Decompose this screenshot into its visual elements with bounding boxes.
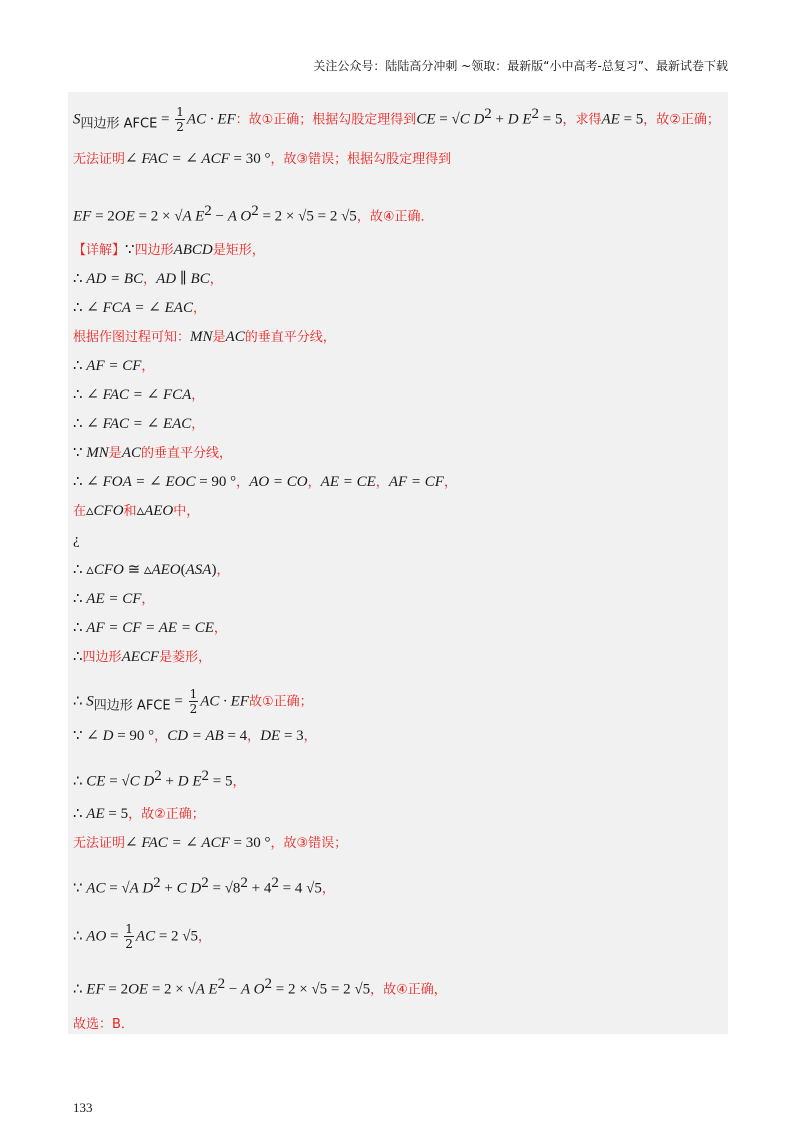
superscript: 2 <box>201 875 209 891</box>
math-text: AEO <box>144 503 174 519</box>
math-symbol: ∴ <box>73 591 87 607</box>
math-text: AF = CF = AE = CE <box>86 620 214 636</box>
math-symbol: = √ <box>105 773 130 790</box>
math-text: ASA <box>185 562 212 578</box>
explanation-text: ， <box>232 774 246 790</box>
math-symbol: ∴ <box>73 928 87 945</box>
explanation-text: 【详解】 <box>73 243 126 258</box>
fraction-denominator: 2 <box>125 937 133 951</box>
explanation-text: ， <box>154 729 168 744</box>
math-symbol: ∴ <box>73 387 87 403</box>
solution-line <box>73 619 227 638</box>
solution-line <box>73 105 720 134</box>
math-symbol: = 90 ° <box>195 474 237 490</box>
math-text: CE <box>86 773 106 790</box>
math-text: A E <box>182 208 205 225</box>
explanation-text: ：故①正确；根据勾股定理得到 <box>235 112 417 128</box>
math-text: AECF <box>121 649 160 665</box>
explanation-text: ， <box>307 475 321 490</box>
math-text: AE = CE <box>320 474 376 490</box>
math-symbol: ∵ <box>73 880 87 897</box>
math-symbol: ∴ <box>73 773 87 790</box>
fraction <box>124 922 134 951</box>
math-text: AC <box>86 880 106 897</box>
math-text: A O <box>241 981 265 998</box>
solution-line <box>73 561 229 580</box>
explanation-text: ，故④正确， <box>370 982 447 998</box>
math-symbol: + 4 <box>247 880 272 897</box>
explanation-text: ，故③错误；根据勾股定理得到 <box>270 152 452 167</box>
math-text: C D <box>129 773 155 790</box>
math-symbol: ▵ <box>136 503 145 519</box>
math-text: A D <box>129 880 154 897</box>
solution-line <box>73 328 336 347</box>
fraction-numerator: 1 <box>189 687 198 701</box>
math-symbol: = 2 × √5 = 2 √5 <box>272 981 371 998</box>
superscript: 2 <box>240 875 248 891</box>
math-symbol: = 2 × √ <box>148 981 196 998</box>
math-text: EF <box>73 208 92 225</box>
math-symbol: ▵ <box>86 503 94 519</box>
math-symbol: ∵ <box>73 445 87 461</box>
math-text: AEO <box>151 562 181 578</box>
math-symbol: ∴ <box>73 416 87 432</box>
math-text: AC <box>225 329 245 345</box>
math-symbol: ) <box>211 562 217 578</box>
math-text: AO <box>86 928 107 945</box>
solution-line <box>73 357 154 376</box>
explanation-text: 的垂直平分线， <box>244 330 336 345</box>
math-symbol: ∵ <box>125 242 135 258</box>
math-symbol: = 5 <box>208 773 233 790</box>
math-text: C D <box>459 111 485 128</box>
explanation-text: ， <box>191 388 205 403</box>
math-text: AE <box>86 806 105 822</box>
math-symbol: ∵ <box>73 728 87 744</box>
math-symbol: ∴ <box>73 358 87 374</box>
superscript: 2 <box>204 203 212 219</box>
fraction <box>189 687 199 716</box>
math-symbol: + <box>160 880 177 897</box>
explanation-text: ， <box>209 272 223 287</box>
solution-line <box>73 975 447 1000</box>
explanation-text: 和 <box>123 504 137 519</box>
solution-line <box>73 202 433 227</box>
math-text: CFO <box>93 562 124 578</box>
subscript: 四边形 AFCE <box>93 698 171 714</box>
explanation-text: 四边形 <box>134 243 174 258</box>
math-text: AE <box>601 111 620 128</box>
solution-line <box>73 922 211 951</box>
explanation-text: ， <box>216 563 230 578</box>
explanation-text: ， <box>321 881 335 897</box>
math-symbol: ∴ <box>73 620 87 636</box>
solution-line <box>73 299 206 318</box>
explanation-text: ， <box>198 929 212 945</box>
explanation-text: 故①正确； <box>248 694 313 710</box>
solution-line <box>73 270 223 289</box>
math-text: MN <box>86 445 109 461</box>
math-symbol: = √ <box>105 880 130 897</box>
math-symbol: = 5 <box>104 806 129 822</box>
explanation-text: 无法证明 <box>73 152 126 167</box>
math-text: ∠ FOA = ∠ EOC <box>86 474 196 490</box>
math-text: A O <box>227 208 252 225</box>
math-symbol: ¿ <box>73 532 80 548</box>
explanation-text: 是菱形， <box>159 650 212 665</box>
math-symbol: ( <box>180 562 186 578</box>
page-header: 关注公众号：陆陆高分冲刺 ~领取：最新版“小中高考-总复习”、最新试卷下载 <box>313 59 728 73</box>
math-text: AF = CF <box>86 358 142 374</box>
math-symbol: = 30 ° <box>229 151 271 167</box>
fraction-denominator: 2 <box>189 702 198 716</box>
superscript: 2 <box>153 875 161 891</box>
explanation-text: ， <box>236 475 250 490</box>
math-symbol: = <box>106 928 123 945</box>
math-symbol: − <box>225 981 242 998</box>
superscript: 2 <box>484 106 492 122</box>
solution-line <box>73 531 80 549</box>
math-symbol: ∴ <box>73 474 87 490</box>
fraction <box>175 105 185 134</box>
solution-line <box>73 473 457 492</box>
explanation-text: 故选：B． <box>73 1017 134 1032</box>
math-symbol: = 5 <box>619 111 644 128</box>
solution-line <box>73 502 199 521</box>
explanation-text: ，故②正确； <box>643 112 720 128</box>
superscript: 2 <box>154 768 162 784</box>
explanation-text: 在 <box>73 504 87 519</box>
math-symbol: ∴ <box>73 693 87 710</box>
math-symbol: ∴ <box>73 806 87 822</box>
math-text: S <box>73 111 81 128</box>
math-symbol: = 30 ° <box>229 835 271 851</box>
explanation-text: 是矩形， <box>212 243 265 258</box>
explanation-text: 四边形 <box>82 650 122 665</box>
math-text: AE = CF <box>86 591 142 607</box>
solution-line <box>73 805 205 824</box>
math-text: ∠ FAC = ∠ ACF <box>125 151 230 167</box>
math-text: CD = AB <box>167 728 224 744</box>
math-symbol: + <box>161 773 178 790</box>
math-text: ∠ FAC = ∠ FCA <box>86 387 192 403</box>
math-text: D E <box>177 773 202 790</box>
math-symbol: = 4 √5 <box>278 880 322 897</box>
math-symbol: = 3 <box>280 728 304 744</box>
explanation-text: 根据作图过程可知： <box>73 330 191 345</box>
solution-line <box>73 590 154 609</box>
math-text: EF <box>86 981 105 998</box>
solution-line <box>73 648 211 667</box>
math-symbol: ≅ ▵ <box>123 562 152 578</box>
math-text: AC <box>135 928 156 945</box>
math-text: A E <box>195 981 218 998</box>
explanation-text: ， <box>443 475 457 490</box>
math-symbol: ∴ <box>73 981 87 998</box>
fraction-numerator: 1 <box>176 105 184 120</box>
explanation-text: 中， <box>173 504 200 519</box>
math-text: AF = CF <box>388 474 444 490</box>
math-symbol: = √8 <box>208 880 241 897</box>
subscript: 四边形 AFCE <box>80 116 158 132</box>
math-text: DE <box>260 728 281 744</box>
math-symbol: = <box>157 111 174 128</box>
explanation-text: 是 <box>108 446 122 461</box>
math-symbol: − <box>211 208 228 225</box>
math-text: C D <box>176 880 202 897</box>
explanation-text: 无法证明 <box>73 836 126 851</box>
math-text: ∠ D <box>86 728 114 744</box>
math-symbol: = 2 × √5 = 2 √5 <box>258 208 357 225</box>
math-text: D E <box>507 111 532 128</box>
math-symbol: = 90 ° <box>113 728 155 744</box>
explanation-text: 的垂直平分线， <box>140 446 232 461</box>
math-text: AD ∥ BC <box>156 271 210 287</box>
math-text: ∠ FAC = ∠ EAC <box>86 416 192 432</box>
solution-line <box>73 415 204 434</box>
math-text: OE <box>114 208 135 225</box>
solution-line <box>73 687 313 716</box>
math-text: AC · EF <box>186 111 236 128</box>
math-symbol: ∴ <box>73 271 87 287</box>
math-symbol: = √ <box>435 111 460 128</box>
superscript: 2 <box>271 875 279 891</box>
page-number: 133 <box>73 1100 93 1115</box>
math-text: AC · EF <box>200 693 249 710</box>
explanation-text: ， <box>141 359 155 374</box>
explanation-text: ， <box>247 729 261 744</box>
solution-line <box>73 874 335 899</box>
superscript: 2 <box>531 106 539 122</box>
fraction-denominator: 2 <box>176 120 184 135</box>
solution-line <box>73 444 232 463</box>
math-symbol: ∴ <box>73 649 83 665</box>
solution-line <box>73 241 265 260</box>
math-text: MN <box>190 329 213 345</box>
superscript: 2 <box>251 203 259 219</box>
math-text: S <box>86 693 94 710</box>
math-symbol: = 5 <box>539 111 563 128</box>
math-text: AO = CO <box>249 474 308 490</box>
explanation-text: ，求得 <box>562 112 602 128</box>
explanation-text: ， <box>192 301 206 316</box>
math-text: AC <box>121 445 141 461</box>
explanation-text: ， <box>141 592 155 607</box>
superscript: 2 <box>201 768 209 784</box>
explanation-text: ，故④正确． <box>356 209 434 225</box>
math-text: ∠ FCA = ∠ EAC <box>86 300 193 316</box>
math-symbol: + <box>491 111 508 128</box>
math-symbol: = 2 × √ <box>134 208 183 225</box>
math-text: OE <box>128 981 149 998</box>
solution-line <box>73 727 317 746</box>
explanation-text: ， <box>303 729 317 744</box>
fraction-numerator: 1 <box>125 922 133 936</box>
explanation-text: ， <box>191 417 205 432</box>
math-text: AD = BC <box>86 271 144 287</box>
explanation-text: 是 <box>212 330 226 345</box>
math-symbol: = 2 <box>104 981 129 998</box>
math-symbol: = <box>170 693 187 710</box>
math-symbol: = 4 <box>223 728 248 744</box>
math-text: ABCD <box>173 242 213 258</box>
math-symbol: = 2 <box>91 208 115 225</box>
explanation-text: ，故②正确； <box>128 807 205 822</box>
math-text: ∠ FAC = ∠ ACF <box>125 835 230 851</box>
explanation-text: ， <box>143 272 157 287</box>
math-text: CE <box>416 111 436 128</box>
solution-line <box>73 834 347 853</box>
math-text: CFO <box>93 503 124 519</box>
solution-line <box>73 386 204 405</box>
solution-line <box>73 1015 134 1034</box>
solution-line <box>73 150 451 169</box>
solution-line <box>73 767 245 792</box>
explanation-text: ， <box>375 475 389 490</box>
superscript: 2 <box>264 976 273 992</box>
explanation-text: ， <box>213 621 227 636</box>
math-symbol: ∴ <box>73 300 87 316</box>
superscript: 2 <box>217 976 226 992</box>
math-symbol: ∴ ▵ <box>73 562 94 578</box>
math-symbol: = 2 √5 <box>155 928 199 945</box>
explanation-text: ，故③错误； <box>270 836 348 851</box>
